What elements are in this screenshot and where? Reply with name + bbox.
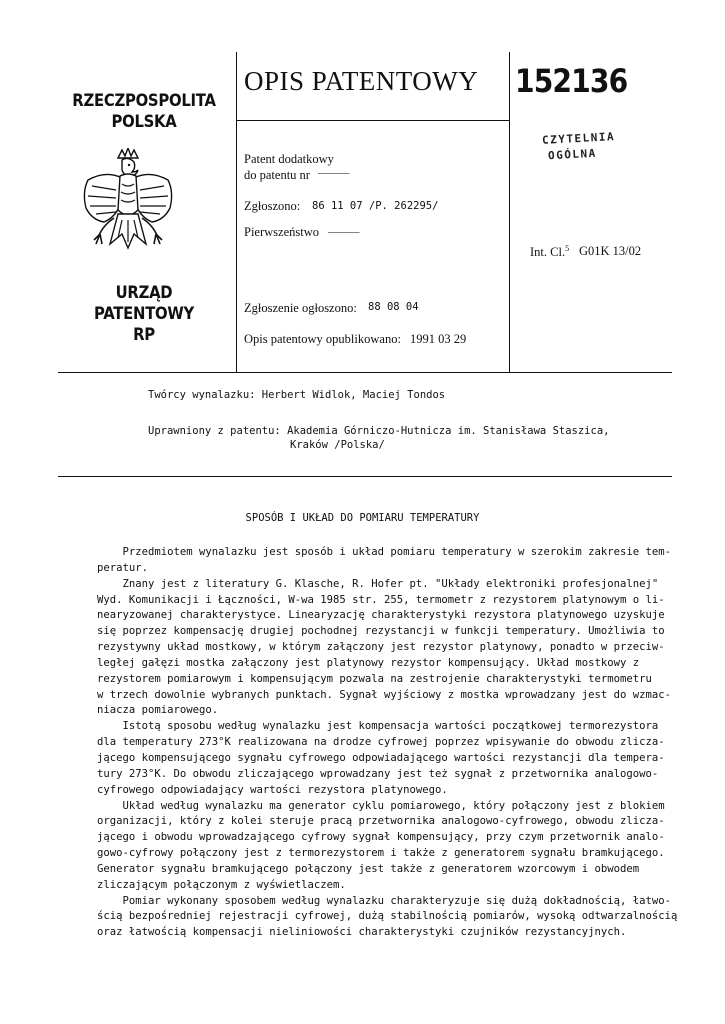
body-text bbox=[97, 545, 677, 941]
patent-office-name bbox=[67, 282, 222, 345]
body-title: SPOSÓB I UKŁAD DO POMIARU TEMPERATURY bbox=[245, 512, 480, 524]
body-line: Generator sygnału bramkującego połączony jest także z generatorem wzorcowym i obwodem bbox=[97, 862, 640, 875]
country-name bbox=[67, 90, 222, 132]
document-title: OPIS PATENTOWY bbox=[244, 66, 479, 96]
ogloszenie-label: Zgłoszenie ogłoszono: bbox=[244, 301, 357, 315]
office-line-2: PATENTOWY bbox=[93, 304, 195, 323]
pierwszenstwo-label: Pierwszeństwo bbox=[244, 225, 319, 239]
zgloszono-label: Zgłoszono: bbox=[244, 199, 301, 213]
body-line: jącego i obwodu wprowadzającego cyfrowy sygnał kompensujący, przy czym przetwornik analo- bbox=[97, 831, 665, 844]
pierwszenstwo-value: ——— bbox=[328, 227, 360, 238]
int-cl-value: G01K 13/02 bbox=[579, 244, 642, 258]
assignee-line-2: Kraków /Polska/ bbox=[290, 439, 385, 451]
library-stamp-line-2: OGÓLNA bbox=[547, 146, 598, 163]
body-line: rezystorem pomiarowym i kompensującym pozwala na zestrojenie charakterystyki termometru bbox=[97, 672, 652, 685]
body-line: Istotą sposobu według wynalazku jest kompensacja wartości początkowej termorezystora bbox=[97, 720, 659, 733]
inventors-line: Twórcy wynalazku: Herbert Widlok, Maciej Tondos bbox=[148, 389, 446, 401]
assignee-line-1: Uprawniony z patentu: Akademia Górniczo-Hutnicza im. Stanisława Staszica, bbox=[148, 425, 610, 437]
zgloszono-value: 86 11 07 /P. 262295/ bbox=[312, 200, 439, 212]
body-line: niacza pomiarowego. bbox=[97, 704, 219, 717]
office-line-3: RP bbox=[133, 325, 155, 344]
opublikowano-value: 1991 03 29 bbox=[410, 332, 467, 346]
body-line: Znany jest z literatury G. Klasche, R. Hofer pt. "Układy elektroniki profesjonalnej" bbox=[97, 577, 659, 590]
body-line: organizacji, który z kolei steruje pracą przetwornika analogowo-cyfrowego, obwodu zlicza- bbox=[97, 815, 665, 828]
right-column-divider bbox=[509, 52, 510, 372]
title-underline bbox=[237, 120, 509, 121]
body-line: Układ według wynalazku ma generator cyklu pomiarowego, który połączony jest z blokiem bbox=[97, 799, 665, 812]
eagle-emblem-icon bbox=[78, 148, 178, 268]
body-line: ścią bezpośredniej rejestracji cyfrowej, dużą stabilnością pomiarów, wysoką odtwarzalnością bbox=[97, 910, 678, 923]
body-line: się poprzez kompensację drugiej pochodnej rezystancji w funkcji temperatury. Umożliwia to bbox=[97, 625, 665, 638]
body-line: tury 273°K. Do obwodu zliczającego wprowadzany jest też sygnał z przetwornika analogowo- bbox=[97, 767, 659, 780]
patent-dodatkowy-label: Patent dodatkowy bbox=[244, 152, 334, 166]
meta-bottom-rule bbox=[58, 476, 672, 477]
body-line: rezystywny układ mostkowy, w którym załączony jest rezystor platynowy, ponadto w przeciw- bbox=[97, 641, 665, 654]
body-line: dla temperatury 273°K realizowana na drodze cyfrowej poprzez wpisywanie do obwodu zlicza- bbox=[97, 736, 665, 749]
do-patentu-label: do patentu nr bbox=[244, 168, 310, 182]
body-line: Przedmiotem wynalazku jest sposób i układ pomiaru temperatury w szerokim zakresie tem- bbox=[97, 546, 672, 558]
body-line: jącego kompensującego sygnału cyfrowego odpowiadającego wartości rezystancji dla tempera- bbox=[97, 751, 665, 764]
body-line: Wyd. Komunikacji i Łączności, W-wa 1985 str. 255, termometr z rezystorem platynowym o li- bbox=[97, 593, 665, 606]
country-line-1: RZECZPOSPOLITA bbox=[72, 91, 216, 110]
library-stamp-line-1: CZYTELNIA bbox=[541, 130, 616, 147]
body-line: zliczającym połączonym z wyświetlaczem. bbox=[97, 878, 346, 891]
left-column-divider bbox=[236, 52, 237, 372]
opublikowano-label: Opis patentowy opublikowano: bbox=[244, 332, 401, 346]
body-line: cyfrowego odpowiadający wartości rezystora platynowego. bbox=[97, 783, 448, 796]
body-line: w trzech dowolnie wybranych punktach. Sygnał wyjściowy z mostka wprowadzany jest do wzmac- bbox=[97, 688, 672, 701]
country-line-2: POLSKA bbox=[111, 112, 177, 131]
body-line: nearyzowanej charakterystyce. Linearyzację charakterystyki rezystora platynowego uzyskuje bbox=[97, 609, 665, 622]
do-patentu-value: ——— bbox=[318, 168, 350, 179]
header-bottom-rule bbox=[58, 372, 672, 373]
ogloszenie-value: 88 08 04 bbox=[368, 301, 419, 313]
body-line: ległej gałęzi mostka załączony jest platynowy rezystor kompensujący. Układ mostkowy z bbox=[97, 656, 640, 669]
int-cl-superscript: 5 bbox=[565, 244, 570, 253]
int-cl-label bbox=[530, 244, 569, 260]
office-line-1: URZĄD bbox=[115, 283, 173, 302]
body-line: peratur. bbox=[97, 561, 149, 574]
patent-number: 152136 bbox=[515, 62, 628, 100]
int-cl-text: Int. Cl. bbox=[530, 245, 566, 260]
body-line: gowo-cyfrowy połączony jest z termorezystorem i także z generatorem sygnału bramkującego. bbox=[97, 847, 665, 860]
body-line: oraz łatwością kompensacji nieliniowości charakterystyki czujników rezystancyjnych. bbox=[97, 926, 627, 939]
body-line: Pomiar wykonany sposobem według wynalazku charakteryzuje się dużą dokładnością, łatwo- bbox=[97, 894, 672, 907]
